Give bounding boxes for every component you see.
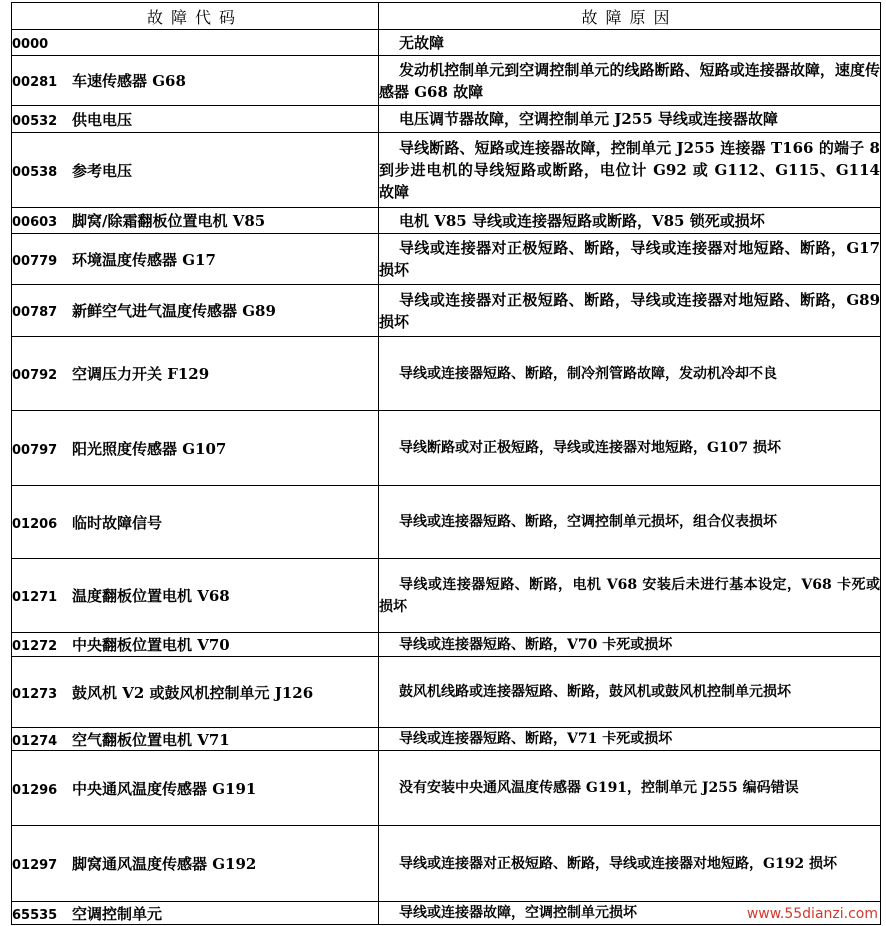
table-row bbox=[12, 30, 881, 56]
fault-name: 阳光照度传感器 G107 bbox=[72, 439, 227, 458]
fault-reason: 没有安装中央通风温度传感器 G191，控制单元 J255 编码错误 bbox=[379, 751, 881, 826]
fault-code-cell bbox=[12, 234, 379, 285]
fault-name: 临时故障信号 bbox=[72, 513, 163, 532]
fault-code-cell bbox=[12, 559, 379, 633]
fault-code: 00538 bbox=[12, 164, 58, 180]
fault-name: 脚窝通风温度传感器 G192 bbox=[72, 855, 257, 873]
fault-code: 00532 bbox=[12, 113, 58, 129]
table-row bbox=[12, 826, 881, 902]
watermark: www.55dianzi.com bbox=[746, 906, 878, 922]
fault-code: 0000 bbox=[12, 36, 49, 52]
fault-reason: 导线或连接器对正极短路、断路，导线或连接器对地短路、断路，G89 损坏 bbox=[379, 285, 881, 337]
fault-code-cell bbox=[12, 728, 379, 751]
fault-code: 00792 bbox=[12, 368, 58, 383]
fault-code-cell bbox=[12, 337, 379, 411]
fault-code: 00281 bbox=[12, 75, 58, 90]
fault-reason: 无故障 bbox=[379, 30, 881, 56]
fault-code: 00603 bbox=[12, 215, 58, 230]
fault-name: 空调压力开关 F129 bbox=[72, 365, 210, 383]
fault-code: 01274 bbox=[12, 733, 58, 749]
table-row bbox=[12, 285, 881, 337]
fault-code: 01273 bbox=[12, 686, 58, 702]
fault-reason: 电压调节器故障，空调控制单元 J255 导线或连接器故障 bbox=[379, 106, 881, 133]
table-row bbox=[12, 56, 881, 106]
table-row bbox=[12, 337, 881, 411]
fault-reason: 发动机控制单元到空调控制单元的线路断路、短路或连接器故障，速度传感器 G68 故障 bbox=[379, 56, 881, 106]
fault-code-table bbox=[11, 2, 881, 925]
fault-reason: 导线或连接器短路、断路，V71 卡死或损坏 bbox=[379, 728, 881, 751]
fault-code: 01297 bbox=[12, 858, 58, 873]
fault-code: 00787 bbox=[12, 305, 58, 320]
fault-reason: 电机 V85 导线或连接器短路或断路，V85 锁死或损坏 bbox=[379, 208, 881, 234]
fault-code: 00797 bbox=[12, 442, 58, 458]
fault-name: 空气翻板位置电机 V71 bbox=[72, 730, 230, 749]
table-header-row bbox=[12, 3, 881, 30]
fault-name: 中央通风温度传感器 G191 bbox=[72, 779, 257, 798]
fault-reason: 导线或连接器短路、断路，电机 V68 安装后未进行基本设定，V68 卡死或损坏 bbox=[379, 559, 881, 633]
fault-code-cell bbox=[12, 826, 379, 902]
fault-reason: 导线或连接器故障，空调控制单元损坏 bbox=[379, 902, 881, 925]
fault-reason: 导线断路或对正极短路，导线或连接器对地短路，G107 损坏 bbox=[379, 411, 881, 486]
fault-code-cell bbox=[12, 751, 379, 826]
fault-code: 01271 bbox=[12, 590, 58, 605]
fault-reason: 导线或连接器对正极短路、断路，导线或连接器对地短路、断路，G17 损坏 bbox=[379, 234, 881, 285]
fault-name: 鼓风机 V2 或鼓风机控制单元 J126 bbox=[72, 683, 314, 702]
fault-code: 01272 bbox=[12, 639, 58, 654]
table-row bbox=[12, 728, 881, 751]
fault-reason: 导线断路、短路或连接器故障，控制单元 J255 连接器 T166 的端子 8 到步进电机的导线短路或断路，电位计 G92 或 G112、G115、G114 故障 bbox=[379, 133, 881, 208]
table-row bbox=[12, 751, 881, 826]
fault-name: 脚窝/除霜翻板位置电机 V85 bbox=[72, 212, 266, 230]
fault-name: 车速传感器 G68 bbox=[72, 72, 186, 90]
fault-code: 01296 bbox=[12, 782, 58, 798]
fault-code-cell bbox=[12, 902, 379, 925]
fault-name: 温度翻板位置电机 V68 bbox=[72, 587, 230, 605]
fault-name: 供电电压 bbox=[72, 110, 133, 129]
table-row bbox=[12, 411, 881, 486]
table-row bbox=[12, 106, 881, 133]
fault-reason: 导线或连接器短路、断路，V70 卡死或损坏 bbox=[379, 633, 881, 657]
fault-name: 中央翻板位置电机 V70 bbox=[72, 636, 230, 654]
fault-code: 65535 bbox=[12, 907, 58, 923]
fault-reason: 导线或连接器对正极短路、断路，导线或连接器对地短路，G192 损坏 bbox=[379, 826, 881, 902]
fault-reason: 导线或连接器短路、断路，制冷剂管路故障，发动机冷却不良 bbox=[379, 337, 881, 411]
header-fault-code: 故障代码 bbox=[12, 3, 379, 30]
table-row bbox=[12, 657, 881, 728]
table-row bbox=[12, 208, 881, 234]
fault-name: 参考电压 bbox=[72, 161, 133, 180]
fault-code-cell bbox=[12, 486, 379, 559]
table-row bbox=[12, 133, 881, 208]
table-row bbox=[12, 559, 881, 633]
fault-code-cell bbox=[12, 56, 379, 106]
fault-code: 01206 bbox=[12, 516, 58, 532]
fault-code-cell bbox=[12, 106, 379, 133]
fault-code-cell bbox=[12, 30, 379, 56]
fault-code-cell bbox=[12, 285, 379, 337]
fault-code-cell bbox=[12, 633, 379, 657]
fault-code: 00779 bbox=[12, 253, 58, 269]
fault-code-cell bbox=[12, 208, 379, 234]
table-row bbox=[12, 234, 881, 285]
fault-name: 新鲜空气进气温度传感器 G89 bbox=[72, 302, 276, 320]
fault-code-cell bbox=[12, 133, 379, 208]
fault-reason: 鼓风机线路或连接器短路、断路，鼓风机或鼓风机控制单元损坏 bbox=[379, 657, 881, 728]
fault-code-cell bbox=[12, 411, 379, 486]
table-row bbox=[12, 486, 881, 559]
fault-name: 环境温度传感器 G17 bbox=[72, 250, 216, 269]
fault-code-cell bbox=[12, 657, 379, 728]
fault-reason: 导线或连接器短路、断路，空调控制单元损坏，组合仪表损坏 bbox=[379, 486, 881, 559]
header-fault-reason: 故障原因 bbox=[379, 3, 881, 30]
table-row bbox=[12, 633, 881, 657]
fault-name: 空调控制单元 bbox=[72, 904, 163, 923]
